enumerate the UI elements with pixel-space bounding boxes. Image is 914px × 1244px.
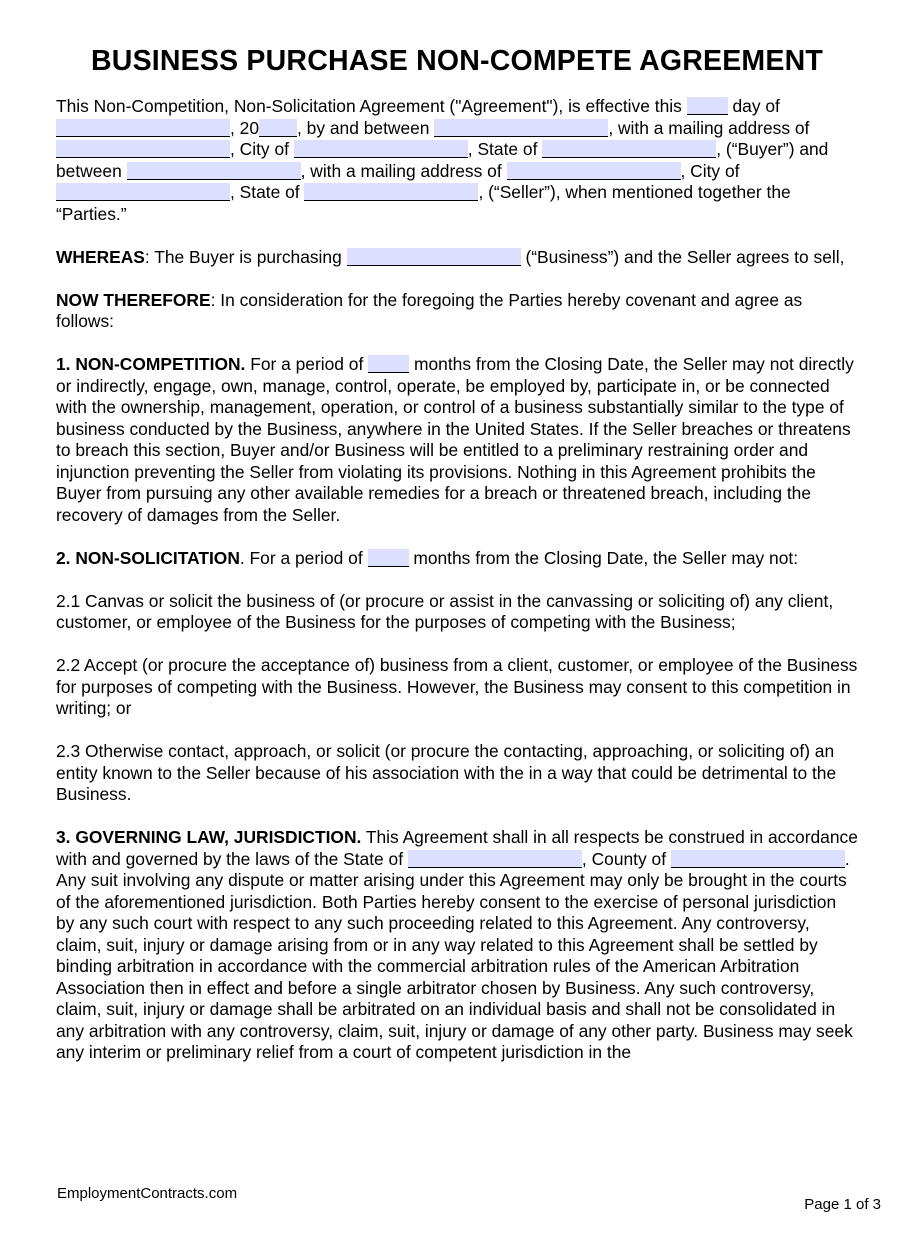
- document-body: [56, 96, 858, 1064]
- business-name-field[interactable]: [347, 248, 521, 266]
- now-therefore-label: NOW THEREFORE: [56, 289, 211, 310]
- intro-paragraph: [56, 96, 858, 225]
- now-therefore-paragraph: [56, 290, 858, 333]
- whereas-paragraph: [56, 247, 858, 269]
- governing-county-field[interactable]: [671, 850, 845, 868]
- section-2-paragraph: [56, 548, 858, 570]
- seller-address-field[interactable]: [507, 162, 681, 180]
- intro-text: , with a mailing address of: [608, 117, 810, 138]
- footer-source: EmploymentContracts.com: [57, 1185, 238, 1202]
- section-1-text: For a period of: [245, 354, 364, 374]
- buyer-city-field[interactable]: [294, 140, 468, 158]
- section-1-paragraph: [56, 354, 858, 526]
- non-solicit-months-field[interactable]: [368, 549, 409, 567]
- intro-text: , State of: [467, 139, 538, 159]
- intro-text: , 20: [230, 117, 260, 138]
- effective-day-field[interactable]: [687, 97, 728, 115]
- section-1-text: months from the Closing Date, the Seller may not directly or indirectly, engage, own, manage, control, operate, be employed by, participate in, or be connected with the ownership, management, operation, or control of a business substantially similar to the type of business conducted by the Business, anywhere in the United States. If the Seller breaches or threatens to breach this section, Buyer and/or Business will be entitled to a preliminary restraining order and injunction preventing the Seller from violating its provisions. Nothing in this Agreement prohibits the Buyer from pursuing any other available remedies for a breach or threatened breach, including the recovery of damages from the Seller.: [56, 354, 854, 525]
- section-1-heading: 1. NON-COMPETITION.: [56, 354, 246, 374]
- section-2-1-paragraph: 2.1 Canvas or solicit the business of (or procure or assist in the canvassing or soliciting of) any client, customer, or employee of the Business for the purposes of competing with the Business;: [56, 590, 834, 632]
- intro-text: , State of: [230, 182, 300, 202]
- intro-text: day of: [732, 96, 780, 116]
- intro-text: , with a mailing address of: [300, 160, 502, 181]
- effective-year-field[interactable]: [259, 119, 297, 137]
- page-number: Page 1 of 3: [804, 1196, 881, 1213]
- seller-name-field[interactable]: [127, 162, 301, 180]
- whereas-label: WHEREAS: [56, 246, 145, 267]
- intro-text: , by and between: [297, 117, 430, 138]
- buyer-address-field[interactable]: [56, 140, 230, 158]
- section-2-2-paragraph: 2.2 Accept (or procure the acceptance of) business from a client, customer, or employee of the Business for purposes of competing with the Business. However, the Business may consent to this competition in writing; or: [56, 655, 858, 718]
- now-therefore-text: : In consideration for the foregoing the Parties hereby covenant and agree as follows:: [56, 289, 803, 331]
- governing-state-field[interactable]: [408, 850, 582, 868]
- section-3-text: This Agreement shall in all respects be construed in accordance with and governed by the laws of the State of: [56, 827, 858, 869]
- intro-text: , City of: [230, 139, 289, 159]
- intro-text: , (“Seller”), when mentioned together the “Parties.”: [56, 182, 791, 224]
- seller-city-field[interactable]: [56, 183, 230, 201]
- seller-state-field[interactable]: [304, 183, 478, 201]
- non-compete-months-field[interactable]: [368, 355, 409, 373]
- section-2-heading: 2. NON-SOLICITATION: [56, 547, 240, 568]
- intro-text: , (“Buyer”) and between: [56, 139, 829, 181]
- section-2-text: months from the Closing Date, the Seller may not:: [413, 547, 799, 568]
- section-2-3-paragraph: 2.3 Otherwise contact, approach, or solicit (or procure the contacting, approaching, or soliciting of) an entity known to the Seller because of his association with the in a way that could be detrimental to the Business.: [56, 741, 837, 804]
- buyer-name-field[interactable]: [434, 119, 608, 137]
- intro-text: This Non-Competition, Non-Solicitation Agreement ("Agreement"), is effective this: [56, 96, 682, 116]
- section-3-text: , County of: [581, 848, 667, 869]
- intro-text: , City of: [680, 160, 740, 181]
- section-3-paragraph: [56, 827, 858, 1064]
- document-title: BUSINESS PURCHASE NON-COMPETE AGREEMENT: [91, 45, 823, 77]
- buyer-state-field[interactable]: [542, 140, 716, 158]
- whereas-text: (“Business”) and the Seller agrees to sell,: [525, 246, 845, 267]
- effective-month-field[interactable]: [56, 119, 230, 137]
- section-3-text: . Any suit involving any dispute or matter arising under this Agreement may only be brought in the courts of the aforementioned jurisdiction. Both Parties hereby consent to the exercise of personal jurisdiction by any such court with respect to any such proceeding related to this Agreement. Any controversy, claim, suit, injury or damage arising from or in any way related to this Agreement shall be settled by binding arbitration in accordance with the commercial arbitration rules of the American Arbitration Association then in effect and before a single arbitrator chosen by Business. Any such controversy, claim, suit, injury or damage shall be arbitrated on an individual basis and shall not be consolidated in any arbitration with any controversy, claim, suit, injury or damage of any other party. Business may seek any interim or preliminary relief from a court of competent jurisdiction in the: [56, 848, 853, 1062]
- section-2-text: . For a period of: [239, 547, 363, 568]
- whereas-text: : The Buyer is purchasing: [144, 246, 342, 267]
- section-3-heading: 3. GOVERNING LAW, JURISDICTION.: [56, 827, 362, 847]
